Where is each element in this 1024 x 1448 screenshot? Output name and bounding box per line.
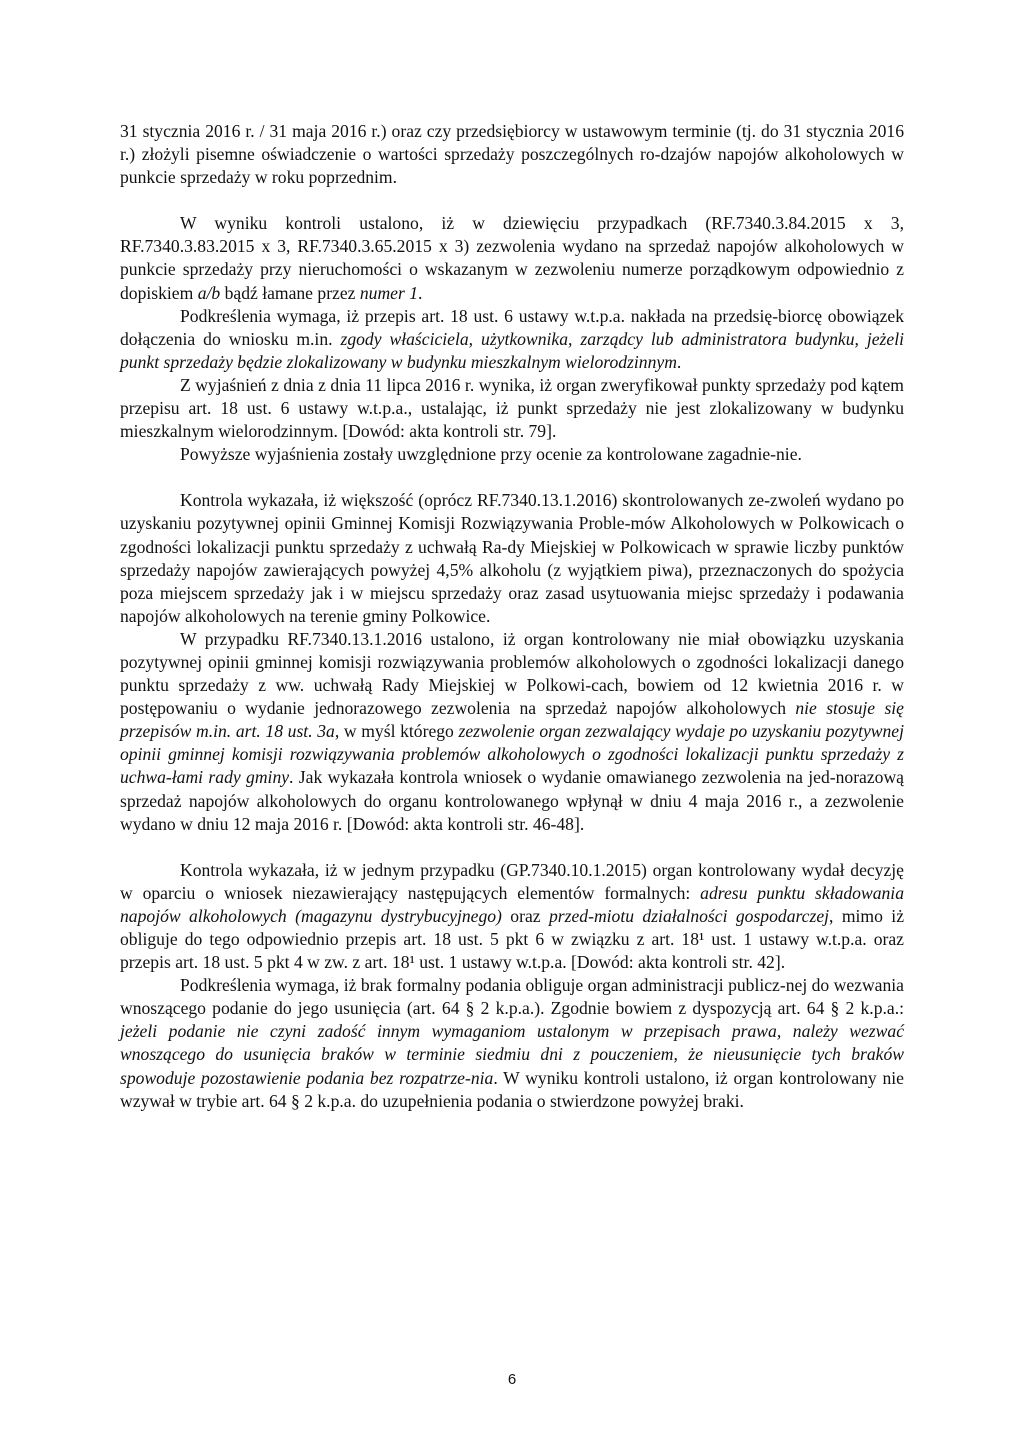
italic-run: przed-miotu działalności gospodarczej bbox=[548, 905, 830, 926]
paragraph-1: 31 stycznia 2016 r. / 31 maja 2016 r.) oraz czy przedsiębiorcy w ustawowym terminie (tj. do 31 stycznia 2016 r.) złożyli pisemne oświadczenie o wartości sprzedaży poszczególnych ro-dzajów napojów alkoholowych w punkcie sprzedaży w roku poprzednim. bbox=[120, 121, 904, 188]
text-run: . bbox=[418, 282, 423, 303]
text-run: , w myśl którego bbox=[334, 721, 459, 742]
paragraph-2 bbox=[120, 212, 904, 304]
paragraph-9 bbox=[120, 974, 904, 1113]
italic-run: jeżeli podanie nie czyni zadość innym wymaganiom ustalonym w przepisach prawa, należy wezwać wnoszącego do usunięcia braków w terminie siedmiu dni z pouczeniem, że nieusunięcie tych braków spowoduje pozostawienie podania bez rozpatrze-nia bbox=[120, 1021, 904, 1088]
text-run: Podkreślenia wymaga, iż przepis art. 18 ust. 6 ustawy w.t.p.a. nakłada na przedsię-biorcę obowiązek dołączenia do wniosku m.in. bbox=[120, 305, 904, 349]
spacer bbox=[120, 836, 904, 859]
text-run: . bbox=[676, 351, 682, 372]
spacer bbox=[120, 189, 904, 212]
paragraph-3 bbox=[120, 305, 904, 374]
paragraph-4: Z wyjaśnień z dnia z dnia 11 lipca 2016 r. wynika, iż organ zweryfikował punkty sprzedaży pod kątem przepisu art. 18 ust. 6 ustawy w.t.p.a., ustalając, iż punkt sprzedaży nie jest zlokalizowany w budynku mieszkalnym wielorodzinnym. [Dowód: akta kontroli str. 79]. bbox=[120, 374, 904, 442]
italic-run: nie stosuje się przepisów m.in. art. 18 ust. 3a bbox=[120, 698, 904, 742]
italic-run: numer 1 bbox=[359, 282, 419, 303]
text-run: . W wyniku kontroli ustalono, iż organ kontrolowany nie wzywał w trybie art. 64 § 2 k.p.a. do uzupełnienia podania o stwierdzone powyżej braki. bbox=[120, 1067, 904, 1111]
italic-run: zezwolenie organ zezwalający wydaje po uzyskaniu pozytywnej opinii gminnej komisji rozwiązywania problemów alkoholowych o zgodności lokalizacji punktu sprzedaży z uchwa-łami rady gminy bbox=[120, 721, 904, 788]
spacer bbox=[120, 466, 904, 489]
text-run: Kontrola wykazała, iż w jednym przypadku (GP.7340.10.1.2015) organ kontrolowany wydał decyzję w oparciu o wniosek niezawierający następujących elementów formalnych: bbox=[120, 859, 904, 903]
page-number: 6 bbox=[507, 1371, 517, 1388]
paragraph-8 bbox=[120, 859, 904, 974]
paragraph-7 bbox=[120, 628, 904, 836]
paragraph-6: Kontrola wykazała, iż większość (oprócz RF.7340.13.1.2016) skontrolowanych ze-zwoleń wydano po uzyskaniu pozytywnej opinii Gminnej Komisji Rozwiązywania Proble-mów Alkoholowych w Polkowicach o zgodności lokalizacji punktu sprzedaży z uchwałą Ra-dy Miejskiej w Polkowicach w sprawie liczby punktów sprzedaży napojów zawierających powyżej 4,5% alkoholu (z wyjątkiem piwa), przeznaczonych do spożycia poza miejscem sprzedaży jak i w miejscu sprzedaży oraz zasad usytuowania miejsc sprzedaży i podawania napojów alkoholowych na terenie gminy Polkowice. bbox=[120, 490, 904, 626]
text-run: W wyniku kontroli ustalono, iż w dziewięciu przypadkach (RF.7340.3.84.2015 x 3, RF.7340.3.83.2015 x 3, RF.7340.3.65.2015 x 3) zezwolenia wydano na sprzedaż napojów alkoholowych w punkcie sprzedaży przy nieruchomości o wskazanym w zezwoleniu numerze porządkowym odpowiednio z dopiskiem bbox=[120, 213, 904, 303]
text-run: oraz bbox=[501, 905, 549, 926]
italic-run: a/b bbox=[197, 282, 221, 303]
text-run: , mimo iż obliguje do tego odpowiednio przepis art. 18 ust. 5 pkt 6 w związku z art. 18¹ ust. 1 ustawy w.t.p.a. oraz przepis art. 18 ust. 5 pkt 4 w zw. z art. 18¹ ust. 1 ustawy w.t.p.a. [Dowód: akta kontroli str. 42]. bbox=[120, 905, 905, 973]
text-run: bądź łamane przez bbox=[220, 282, 360, 303]
paragraph-5: Powyższe wyjaśnienia zostały uwzględnione przy ocenie za kontrolowane zagadnie-nie. bbox=[180, 444, 802, 465]
italic-run: zgody właściciela, użytkownika, zarządcy lub administratora budynku, jeżeli punkt sprzedaży będzie zlokalizowany w budynku mieszkalnym wielorodzinnym bbox=[120, 328, 904, 372]
italic-run: adresu punktu składowania napojów alkoholowych (magazynu dystrybucyjnego) bbox=[120, 882, 904, 926]
text-run: . Jak wykazała kontrola wniosek o wydanie omawianego zezwolenia na jed-norazową sprzedaż napojów alkoholowych do organu kontrolowanego wpłynął w dniu 4 maja 2016 r., a zezwolenie wydano w dniu 12 maja 2016 r. [Dowód: akta kontroli str. 46-48]. bbox=[120, 767, 904, 834]
text-run: W przypadku RF.7340.13.1.2016 ustalono, iż organ kontrolowany nie miał obowiązku uzyskania pozytywnej opinii gminnej komisji rozwiązywania problemów alkoholowych o zgodności lokalizacji danego punktu sprzedaży z ww. uchwałą Rady Miejskiej w Polkowi-cach, bowiem od 12 kwietnia 2016 r. w postępowaniu o wydanie jednorazowego zezwolenia na sprzedaż napojów alkoholowych bbox=[120, 628, 904, 719]
document-page bbox=[120, 120, 904, 1113]
text-run: Podkreślenia wymaga, iż brak formalny podania obliguje organ administracji publicz-nej do wezwania wnoszącego podanie do jego usunięcia (art. 64 § 2 k.p.a.). Zgodnie bowiem z dyspozycją art. 64 § 2 k.p.a.: bbox=[120, 975, 904, 1019]
